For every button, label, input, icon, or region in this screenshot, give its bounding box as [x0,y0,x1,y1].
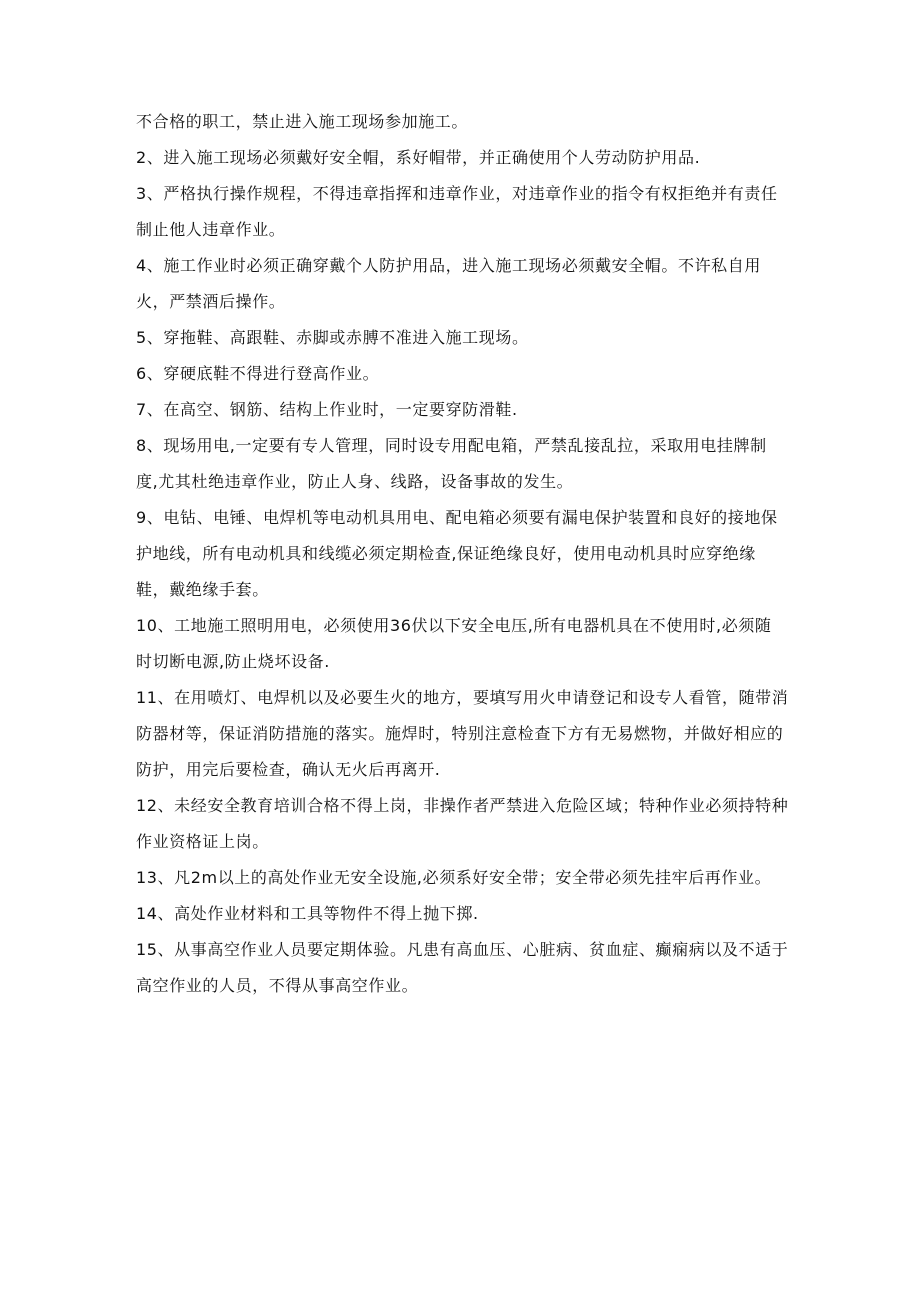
rule-line: 制止他人违章作业。 [136,220,286,239]
rule-item-7 [136,392,816,428]
rule-line: 时切断电源,防止烧坏设备. [136,652,330,671]
rule-item-3 [136,176,816,248]
rule-line: 15、从事高空作业人员要定期体验。凡患有高血压、心脏病、贫血症、癫痫病以及不适于 [136,940,789,959]
rule-item-6 [136,356,816,392]
rule-line: 8、现场用电,一定要有专人管理，同时设专用配电箱，严禁乱接乱拉，采取用电挂牌制 [136,436,767,455]
rule-line: 6、穿硬底鞋不得进行登高作业。 [136,364,380,383]
rule-line: 2、进入施工现场必须戴好安全帽，系好帽带，并正确使用个人劳动防护用品. [136,148,701,167]
rule-item-2 [136,140,816,176]
rule-item-11 [136,680,816,788]
rule-line: 度,尤其杜绝违章作业，防止人身、线路，设备事故的发生。 [136,472,574,491]
rule-line: 7、在高空、钢筋、结构上作业时，一定要穿防滑鞋. [136,400,518,419]
rule-item-14 [136,896,816,932]
rule-item-10 [136,608,816,680]
rule-item-12 [136,788,816,860]
rule-line: 3、严格执行操作规程，不得违章指挥和违章作业，对违章作业的指令有权拒绝并有责任 [136,184,778,203]
rule-line: 5、穿拖鞋、高跟鞋、赤脚或赤膊不准进入施工现场。 [136,328,529,347]
rule-item-5 [136,320,816,356]
rule-line: 作业资格证上岗。 [136,832,269,851]
rule-item-9 [136,500,816,608]
rule-line: 14、高处作业材料和工具等物件不得上抛下掷. [136,904,479,923]
rule-line: 高空作业的人员，不得从事高空作业。 [136,976,419,995]
rule-line: 火，严禁酒后操作。 [136,292,286,311]
rule-item-15 [136,932,816,1004]
rule-line: 12、未经安全教育培训合格不得上岗，非操作者严禁进入危险区域；特种作业必须持特种 [136,796,789,815]
rule-line: 11、在用喷灯、电焊机以及必要生火的地方，要填写用火申请登记和设专人看管，随带消 [136,688,789,707]
rule-line: 13、凡2m以上的高处作业无安全设施,必须系好安全带；安全带必须先挂牢后再作业。 [136,868,772,887]
rule-line: 10、工地施工照明用电，必须使用36伏以下安全电压,所有电器机具在不使用时,必须随 [136,616,772,635]
rule-line: 4、施工作业时必须正确穿戴个人防护用品，进入施工现场必须戴安全帽。不许私自用 [136,256,761,275]
rule-line: 护地线，所有电动机具和线缆必须定期检查,保证绝缘良好，使用电动机具时应穿绝缘 [136,544,756,563]
continuation-line: 不合格的职工，禁止进入施工现场参加施工。 [136,112,469,131]
rule-line: 鞋，戴绝缘手套。 [136,580,269,599]
rule-item-13 [136,860,816,896]
rule-line: 防护，用完后要检查，确认无火后再离开. [136,760,441,779]
rule-item-4 [136,248,816,320]
document-body [136,104,816,1004]
rule-line: 防器材等，保证消防措施的落实。施焊时，特别注意检查下方有无易燃物，并做好相应的 [136,724,784,743]
rule-line: 9、电钻、电锤、电焊机等电动机具用电、配电箱必须要有漏电保护装置和良好的接地保 [136,508,778,527]
rule-item-8 [136,428,816,500]
